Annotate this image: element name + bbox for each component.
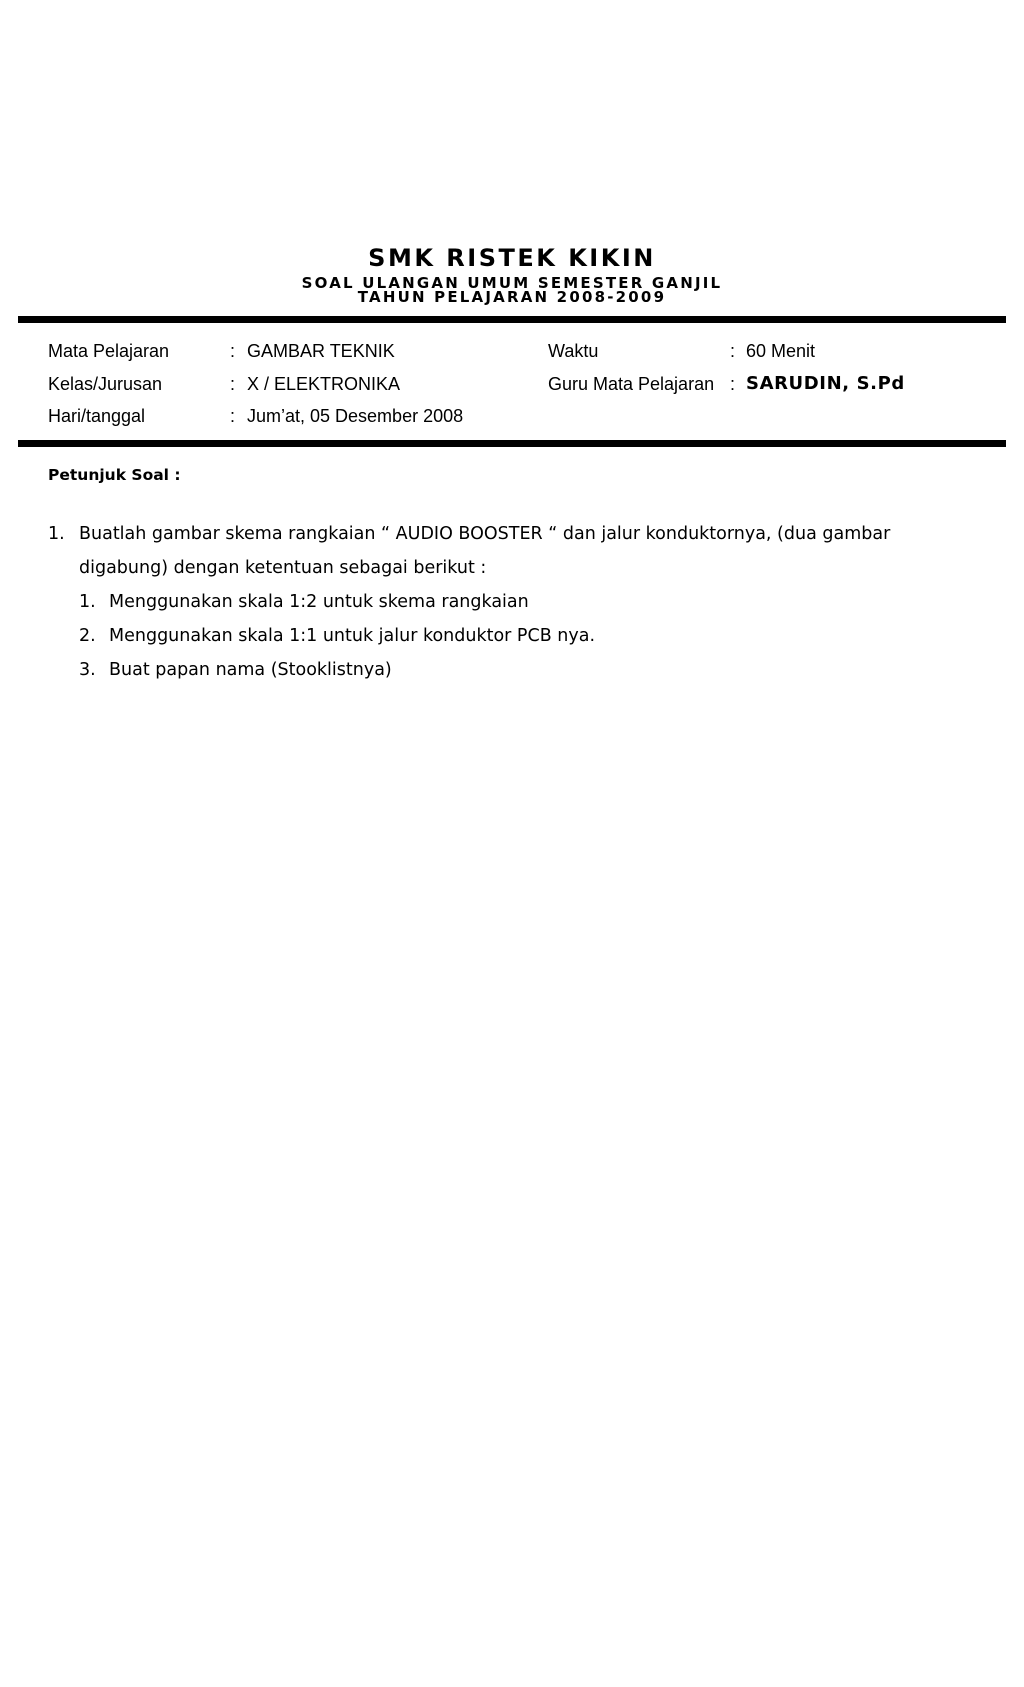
class-value: X / ELEKTRONIKA [247,374,401,394]
school-year: TAHUN PELAJARAN 2008-2009 [357,288,667,306]
question-text-line1: Buatlah gambar skema rangkaian “ AUDIO BOOSTER “ dan jalur konduktornya, (dua gambar [79,524,891,544]
subject-label: Mata Pelajaran [48,341,170,361]
time-colon: : [730,341,736,361]
header-divider-top [18,316,1006,323]
sub-item-text: Menggunakan skala 1:1 untuk jalur konduktor PCB nya. [109,626,596,646]
sub-item-number: 3. [79,660,96,680]
teacher-colon: : [730,374,736,394]
question-text-line2: digabung) dengan ketentuan sebagai berikut : [79,558,487,578]
subject-value: GAMBAR TEKNIK [247,341,395,361]
date-colon: : [230,406,236,426]
instructions-heading: Petunjuk Soal : [48,466,181,484]
sub-item-text: Buat papan nama (Stooklistnya) [109,660,392,680]
class-label: Kelas/Jurusan [48,374,163,394]
header-divider-bottom [18,440,1006,447]
date-label: Hari/tanggal [48,406,146,426]
time-value: 60 Menit [746,341,816,361]
class-colon: : [230,374,236,394]
teacher-value: SARUDIN, S.Pd [746,373,905,394]
exam-title: SOAL ULANGAN UMUM SEMESTER GANJIL [301,274,723,292]
teacher-label: Guru Mata Pelajaran [548,374,715,394]
question-number: 1. [48,524,65,544]
date-value: Jum’at, 05 Desember 2008 [247,406,464,426]
time-label: Waktu [548,341,599,361]
sub-item-number: 2. [79,626,96,646]
sub-item-text: Menggunakan skala 1:2 untuk skema rangkaian [109,592,529,612]
subject-colon: : [230,341,236,361]
sub-item-number: 1. [79,592,96,612]
school-name: SMK RISTEK KIKIN [368,244,656,272]
